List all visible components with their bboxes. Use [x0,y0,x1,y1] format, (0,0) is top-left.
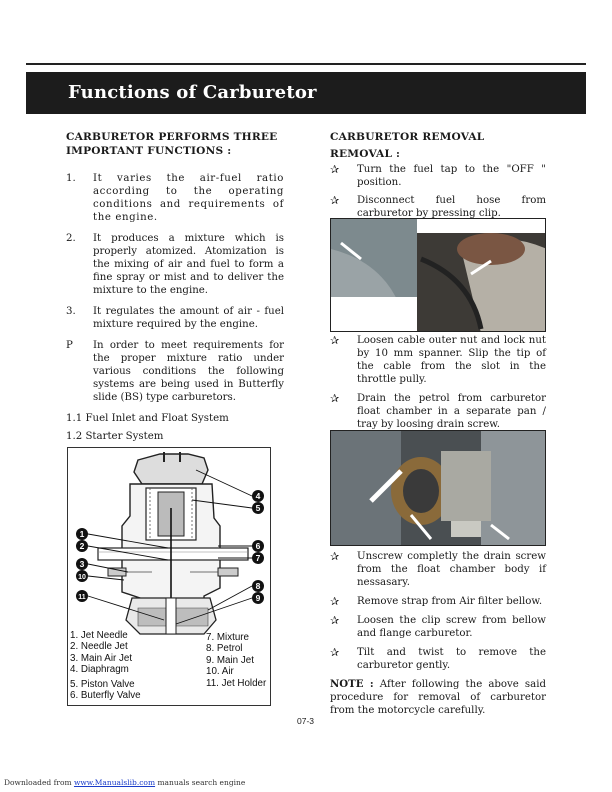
title-bar [26,72,586,114]
list-item: ✰ Drain the petrol from carburetor float chamber in a separate pan / tray by loosing drain screw. [330,392,546,430]
star-bullet-icon: ✰ [330,646,340,659]
right-column-bottom [330,550,546,717]
list-item: 2. It produces a mixture which is properly atomized. Atomization is the mixing of air and fuel to form a fine spray or mist and to deliver the mixture to the engine. [66,233,284,296]
callout-label: 6 [255,541,261,551]
star-bullet-icon: ✰ [330,163,340,176]
callout-label: 4 [255,491,261,501]
star-bullet-icon: ✰ [330,614,340,627]
fuel-hose-photo [330,218,546,332]
callout-label: 8 [255,581,261,591]
callout-label: 5 [255,503,261,513]
diagram-legend-right [206,632,266,689]
callout-label: 9 [255,593,261,603]
functions-list [66,172,284,404]
right-column-top [330,130,546,225]
callout-label: 10 [78,574,86,581]
functions-heading: CARBURETOR PERFORMS THREE IMPORTANT FUNCTIONS : [66,131,278,157]
star-bullet-icon: ✰ [330,595,340,608]
legend-item: 2. Needle Jet [70,641,128,653]
footer: Downloaded from www.Manualslib.com manuals search engine [4,778,246,787]
left-column [66,130,284,484]
legend-item: 5. Piston Valve [70,678,135,690]
list-item: 1. It varies the air-fuel ratio according to the operating conditions and requirements of the engine. [66,173,284,223]
callout-label: 2 [79,541,85,551]
star-bullet-icon: ✰ [330,392,340,405]
callout-label: 11 [78,594,86,601]
drain-screw-photo [330,430,546,546]
manualslib-link[interactable]: www.Manualslib.com [73,778,156,787]
legend-item: 8. Petrol [206,643,243,655]
carburetor-diagram [67,447,271,706]
legend-item: 4. Diaphragm [70,664,129,676]
list-item: ✰ Loosen the clip screw from bellow and flange carburetor. [330,614,546,639]
list-item: ✰ Unscrew completly the drain screw from the float chamber body if nessasary. [330,550,546,588]
note-label: NOTE : [330,678,374,690]
removal-heading: CARBURETOR REMOVAL [330,131,485,143]
star-bullet-icon: ✰ [330,194,340,207]
legend-item: 7. Mixture [206,632,250,643]
page-number: 07-3 [297,716,315,726]
list-item: ✰ Loosen cable outer nut and lock nut by 10 mm spanner. Slip the tip of the cable from the slot in the throttle pully. [330,334,546,385]
legend-item: 3. Main Air Jet [70,652,133,664]
list-item: P In order to meet requirements for the proper mixture ratio under various conditions the following systems are being used in Butterfly slide (BS) type carburetors. [66,340,284,403]
fuel-hose-photo-image [331,219,546,332]
page-title: Functions of Carburetor [68,82,317,103]
right-column-middle [330,334,546,436]
legend-item: 6. Buterfly Valve [70,690,141,702]
list-item: ✰ Disconnect fuel hose from carburetor by pressing clip. [330,194,546,219]
drain-screw-photo-image [331,431,546,546]
callout-label: 1 [79,529,85,539]
list-item: ✰ Turn the fuel tap to the "OFF " position. [330,163,546,188]
removal-note [330,678,546,717]
legend-item: 10. Air [206,666,234,678]
legend-item: 11. Jet Holder [206,677,267,689]
list-item: 1.2 Starter System [66,431,164,442]
legend-item: 1. Jet Needle [70,630,128,641]
legend-item: 9. Main Jet [206,654,254,666]
diagram-legend-left [70,630,141,701]
star-bullet-icon: ✰ [330,334,340,347]
list-item: ✰ Remove strap from Air filter bellow. [330,595,543,608]
star-bullet-icon: ✰ [330,550,340,563]
note-text: After following the above said procedure for removal of carburetor from the motorcycle carefully. [330,679,546,716]
callout-label: 7 [255,553,261,563]
list-item: ✰ Tilt and twist to remove the carburetor gently. [330,646,546,671]
top-rule [26,63,586,65]
removal-subheading: REMOVAL : [330,148,401,160]
list-item: 1.1 Fuel Inlet and Float System [66,413,229,424]
list-item: 3. It regulates the amount of air - fuel mixture required by the engine. [66,306,284,330]
callout-label: 3 [79,559,85,569]
